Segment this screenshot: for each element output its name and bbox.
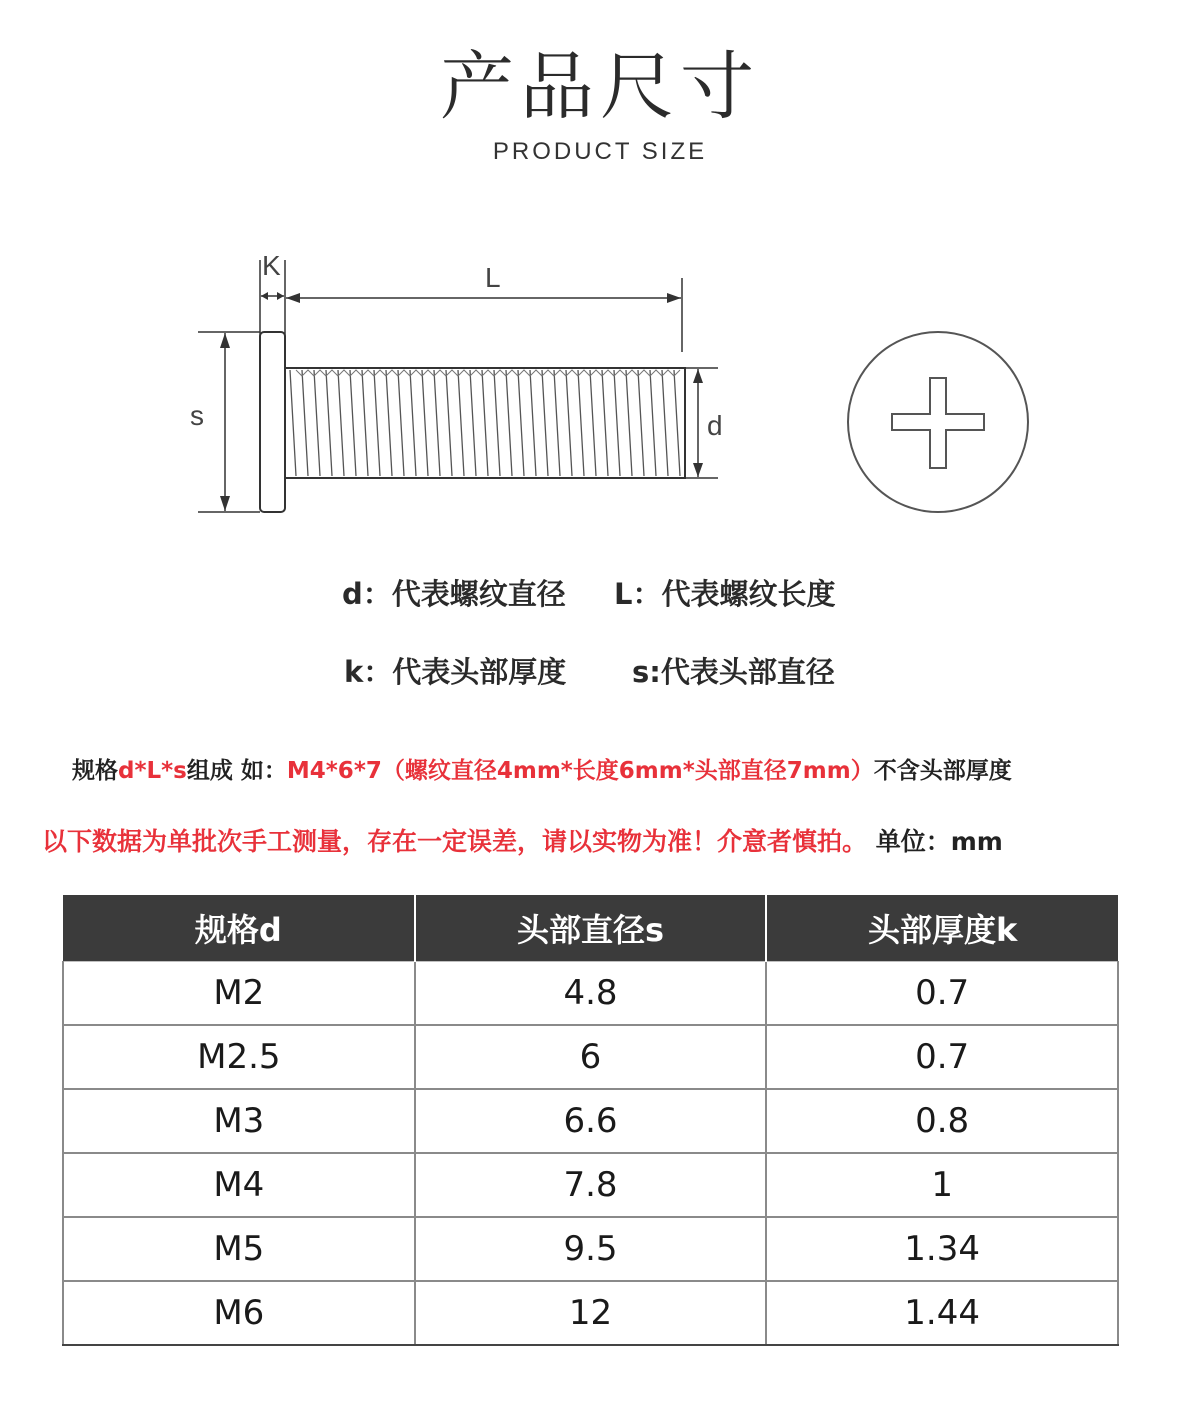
table-row bbox=[63, 1089, 1118, 1153]
measurement-disclaimer bbox=[42, 822, 1003, 858]
table-cell: M4 bbox=[63, 1153, 415, 1217]
legend-s: s:代表头部直径 bbox=[632, 655, 835, 689]
screw-drawing bbox=[150, 240, 1050, 540]
table-cell: 0.7 bbox=[766, 1025, 1118, 1089]
table-cell: 1 bbox=[766, 1153, 1118, 1217]
legend-l: L：代表螺纹长度 bbox=[614, 577, 836, 611]
note-spec-label: 规格 bbox=[72, 758, 118, 784]
note-spec-format: d*L*s bbox=[118, 758, 187, 784]
legend-k: k：代表头部厚度 bbox=[344, 655, 567, 689]
spec-format-note bbox=[72, 752, 1012, 785]
table-row bbox=[63, 1281, 1118, 1345]
spec-table bbox=[62, 895, 1119, 1346]
table-header-row bbox=[63, 895, 1118, 962]
page-subtitle: PRODUCT SIZE bbox=[492, 138, 708, 165]
note-spec-example-label: 组成 如： bbox=[186, 758, 287, 784]
table-cell: M2.5 bbox=[63, 1025, 415, 1089]
column-header-spec: 规格d bbox=[63, 895, 415, 962]
column-header-head-thickness: 头部厚度k bbox=[766, 895, 1118, 962]
table-cell: M6 bbox=[63, 1281, 415, 1345]
table-cell: 0.8 bbox=[766, 1089, 1118, 1153]
dim-label-k: K bbox=[262, 250, 281, 281]
table-cell: 1.44 bbox=[766, 1281, 1118, 1345]
table-cell: 7.8 bbox=[415, 1153, 767, 1217]
column-header-head-diameter: 头部直径s bbox=[415, 895, 767, 962]
table-cell: 12 bbox=[415, 1281, 767, 1345]
dim-label-d: d bbox=[707, 410, 723, 441]
table-row bbox=[63, 1153, 1118, 1217]
table-cell: M5 bbox=[63, 1217, 415, 1281]
table-cell: 1.34 bbox=[766, 1217, 1118, 1281]
note-spec-exclusion: 不含头部厚度 bbox=[873, 758, 1012, 784]
screw-dimension-diagram bbox=[150, 240, 1050, 540]
note-spec-example: M4*6*7（螺纹直径4mm*长度6mm*头部直径7mm） bbox=[286, 758, 874, 784]
table-cell: M2 bbox=[63, 962, 415, 1026]
table-cell: 0.7 bbox=[766, 962, 1118, 1026]
page-title: 产品尺寸 bbox=[440, 44, 760, 130]
table-row bbox=[63, 1217, 1118, 1281]
unit-label: 单位：mm bbox=[875, 827, 1003, 856]
table-row bbox=[63, 1025, 1118, 1089]
table-cell: 6 bbox=[415, 1025, 767, 1089]
dim-label-s: s bbox=[190, 400, 204, 431]
dim-label-l: L bbox=[485, 262, 501, 293]
phillips-cross-icon bbox=[848, 332, 1028, 512]
legend-d: d：代表螺纹直径 bbox=[342, 577, 566, 611]
table-cell: 6.6 bbox=[415, 1089, 767, 1153]
table-cell: 9.5 bbox=[415, 1217, 767, 1281]
disclaimer-text: 以下数据为单批次手工测量，存在一定误差，请以实物为准！介意者慎拍。 bbox=[42, 827, 868, 856]
table-cell: 4.8 bbox=[415, 962, 767, 1026]
table-row bbox=[63, 962, 1118, 1026]
table-cell: M3 bbox=[63, 1089, 415, 1153]
